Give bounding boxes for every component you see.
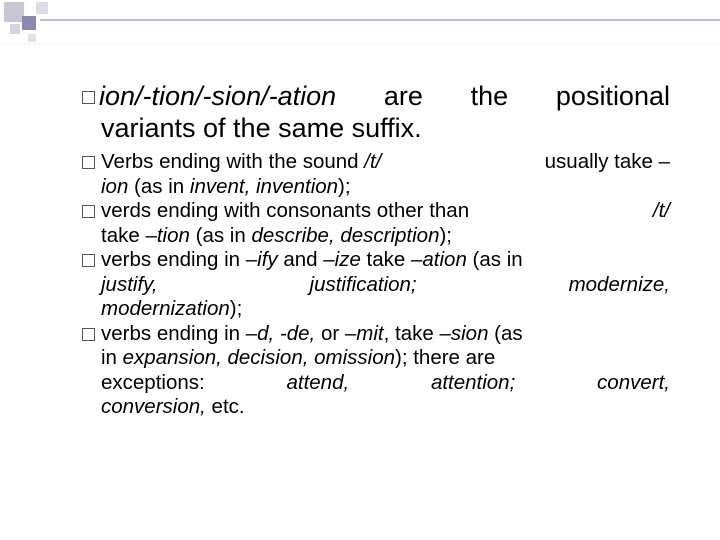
item-example: attend, <box>286 370 350 394</box>
square-bullet-icon <box>82 91 95 104</box>
list-item <box>82 248 670 322</box>
item-text: verbs ending in <box>101 248 246 271</box>
item-text: take <box>101 223 146 247</box>
item-example: justification; <box>309 272 417 296</box>
title-line-2: variants of the same suffix. <box>101 113 422 143</box>
item-example: describe, description <box>251 223 440 247</box>
list-item <box>82 199 670 248</box>
item-text: (as in <box>189 223 252 247</box>
item-text: (as in <box>128 174 190 198</box>
item-example: –tion <box>145 223 190 247</box>
item-example: /t/ <box>364 150 382 173</box>
item-text: usually take – <box>544 150 670 173</box>
item-text: (as in <box>466 248 523 271</box>
item-text: Verbs ending with the sound <box>101 150 365 173</box>
item-text: ); <box>439 223 452 247</box>
square-bullet-icon <box>82 328 95 341</box>
title-word: are <box>383 81 423 111</box>
item-text: , take <box>383 321 440 345</box>
item-example: ion <box>101 174 129 198</box>
item-example: attention; <box>430 370 516 394</box>
item-example: justify, <box>101 272 158 296</box>
item-example: modernization <box>101 297 230 320</box>
item-text: in <box>101 346 123 369</box>
item-example: /t/ <box>652 199 670 222</box>
square-bullet-icon <box>82 156 95 169</box>
bullet-list <box>82 150 670 420</box>
item-example: –ize <box>323 248 361 271</box>
item-text: exceptions: <box>101 370 205 394</box>
item-text: (as <box>488 321 523 345</box>
item-text: ); <box>229 297 243 320</box>
list-item <box>82 322 670 420</box>
item-example: –sion <box>439 321 489 345</box>
item-text: verds ending with consonants other than <box>101 199 470 222</box>
item-text: ); <box>338 174 351 198</box>
suffix-forms: ion/-tion/-sion/-ation <box>99 81 337 111</box>
square-bullet-icon <box>82 205 95 218</box>
item-example: –d, -de, <box>245 321 316 345</box>
item-text: take <box>360 248 411 271</box>
item-example: –mit <box>344 321 384 345</box>
item-text: verbs ending in <box>101 321 246 345</box>
list-item <box>82 150 670 199</box>
item-example: –ify <box>245 248 278 271</box>
item-text: ); there are <box>395 346 496 369</box>
title-word: the <box>470 81 509 111</box>
item-example: convert, <box>597 370 670 394</box>
item-example: –ation <box>411 248 467 271</box>
item-example: conversion, <box>101 395 206 418</box>
item-text: and <box>277 248 324 271</box>
item-example: expansion, decision, omission <box>122 346 396 369</box>
square-bullet-icon <box>82 254 95 267</box>
title-word: positional <box>555 81 670 111</box>
item-example: modernize, <box>568 272 670 296</box>
corner-decoration <box>0 0 720 60</box>
item-text: etc. <box>205 395 245 418</box>
item-text: or <box>315 321 345 345</box>
slide-title <box>82 80 670 144</box>
item-example: invent, invention <box>189 174 339 198</box>
